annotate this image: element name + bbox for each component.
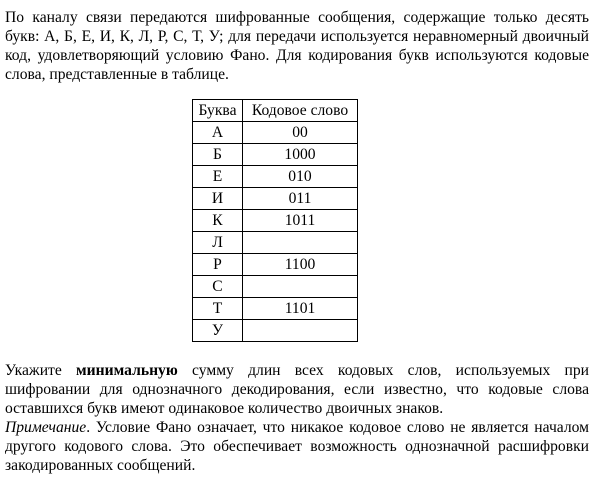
header-letter: Буква [193, 100, 243, 122]
intro-paragraph: По каналу связи передаются шифрованные сообщения, содержащие только десять букв: А, Б, Е, И, К, Л, Р, С, Т, У; для передачи используется неравномерный двоичный код, удовлетворяющий условию Фано. Для кодирования букв используются кодовые слова, представленные в таблице. [5, 9, 589, 83]
letter-cell: С [193, 276, 243, 298]
letter-cell: У [193, 320, 243, 342]
code-cell: 011 [243, 188, 358, 210]
table-header-row [193, 100, 358, 122]
question-emphasis: минимальную [76, 362, 178, 379]
letter-cell: Б [193, 144, 243, 166]
letter-cell: Е [193, 166, 243, 188]
question-paragraph [5, 361, 589, 418]
table-row [193, 320, 358, 342]
table-row [193, 254, 358, 276]
header-code: Кодовое слово [243, 100, 358, 122]
table-row [193, 188, 358, 210]
code-cell: 010 [243, 166, 358, 188]
note-text: . Условие Фано означает, что никакое кодовое слово не является началом другого кодового слова. Это обеспечивает возможность однозначной расшифровки закодированных сообщений. [5, 419, 589, 474]
letter-cell: И [193, 188, 243, 210]
code-cell: 1011 [243, 210, 358, 232]
table-row [193, 232, 358, 254]
question-text-start: Укажите [5, 362, 77, 379]
letter-cell: А [193, 122, 243, 144]
note-paragraph [5, 418, 589, 475]
table-row [193, 276, 358, 298]
note-label: Примечание [5, 419, 87, 436]
letter-cell: Р [193, 254, 243, 276]
code-cell: 1101 [243, 298, 358, 320]
code-cell-empty [243, 320, 358, 342]
letter-cell: Т [193, 298, 243, 320]
code-cell: 1100 [243, 254, 358, 276]
letter-cell: Л [193, 232, 243, 254]
table-row [193, 298, 358, 320]
code-cell-empty [243, 276, 358, 298]
table-row [193, 166, 358, 188]
table-row [193, 210, 358, 232]
table-row [193, 144, 358, 166]
code-cell-empty [243, 232, 358, 254]
code-cell: 00 [243, 122, 358, 144]
letter-cell: К [193, 210, 243, 232]
code-table [192, 99, 358, 342]
code-cell: 1000 [243, 144, 358, 166]
question-text-end: сумму длин всех кодовых слов, используемых при шифровании для однозначного декодирования, если известно, что кодовые слова оставшихся букв имеют одинаковое количество двоичных знаков. [5, 362, 589, 417]
table-row [193, 122, 358, 144]
